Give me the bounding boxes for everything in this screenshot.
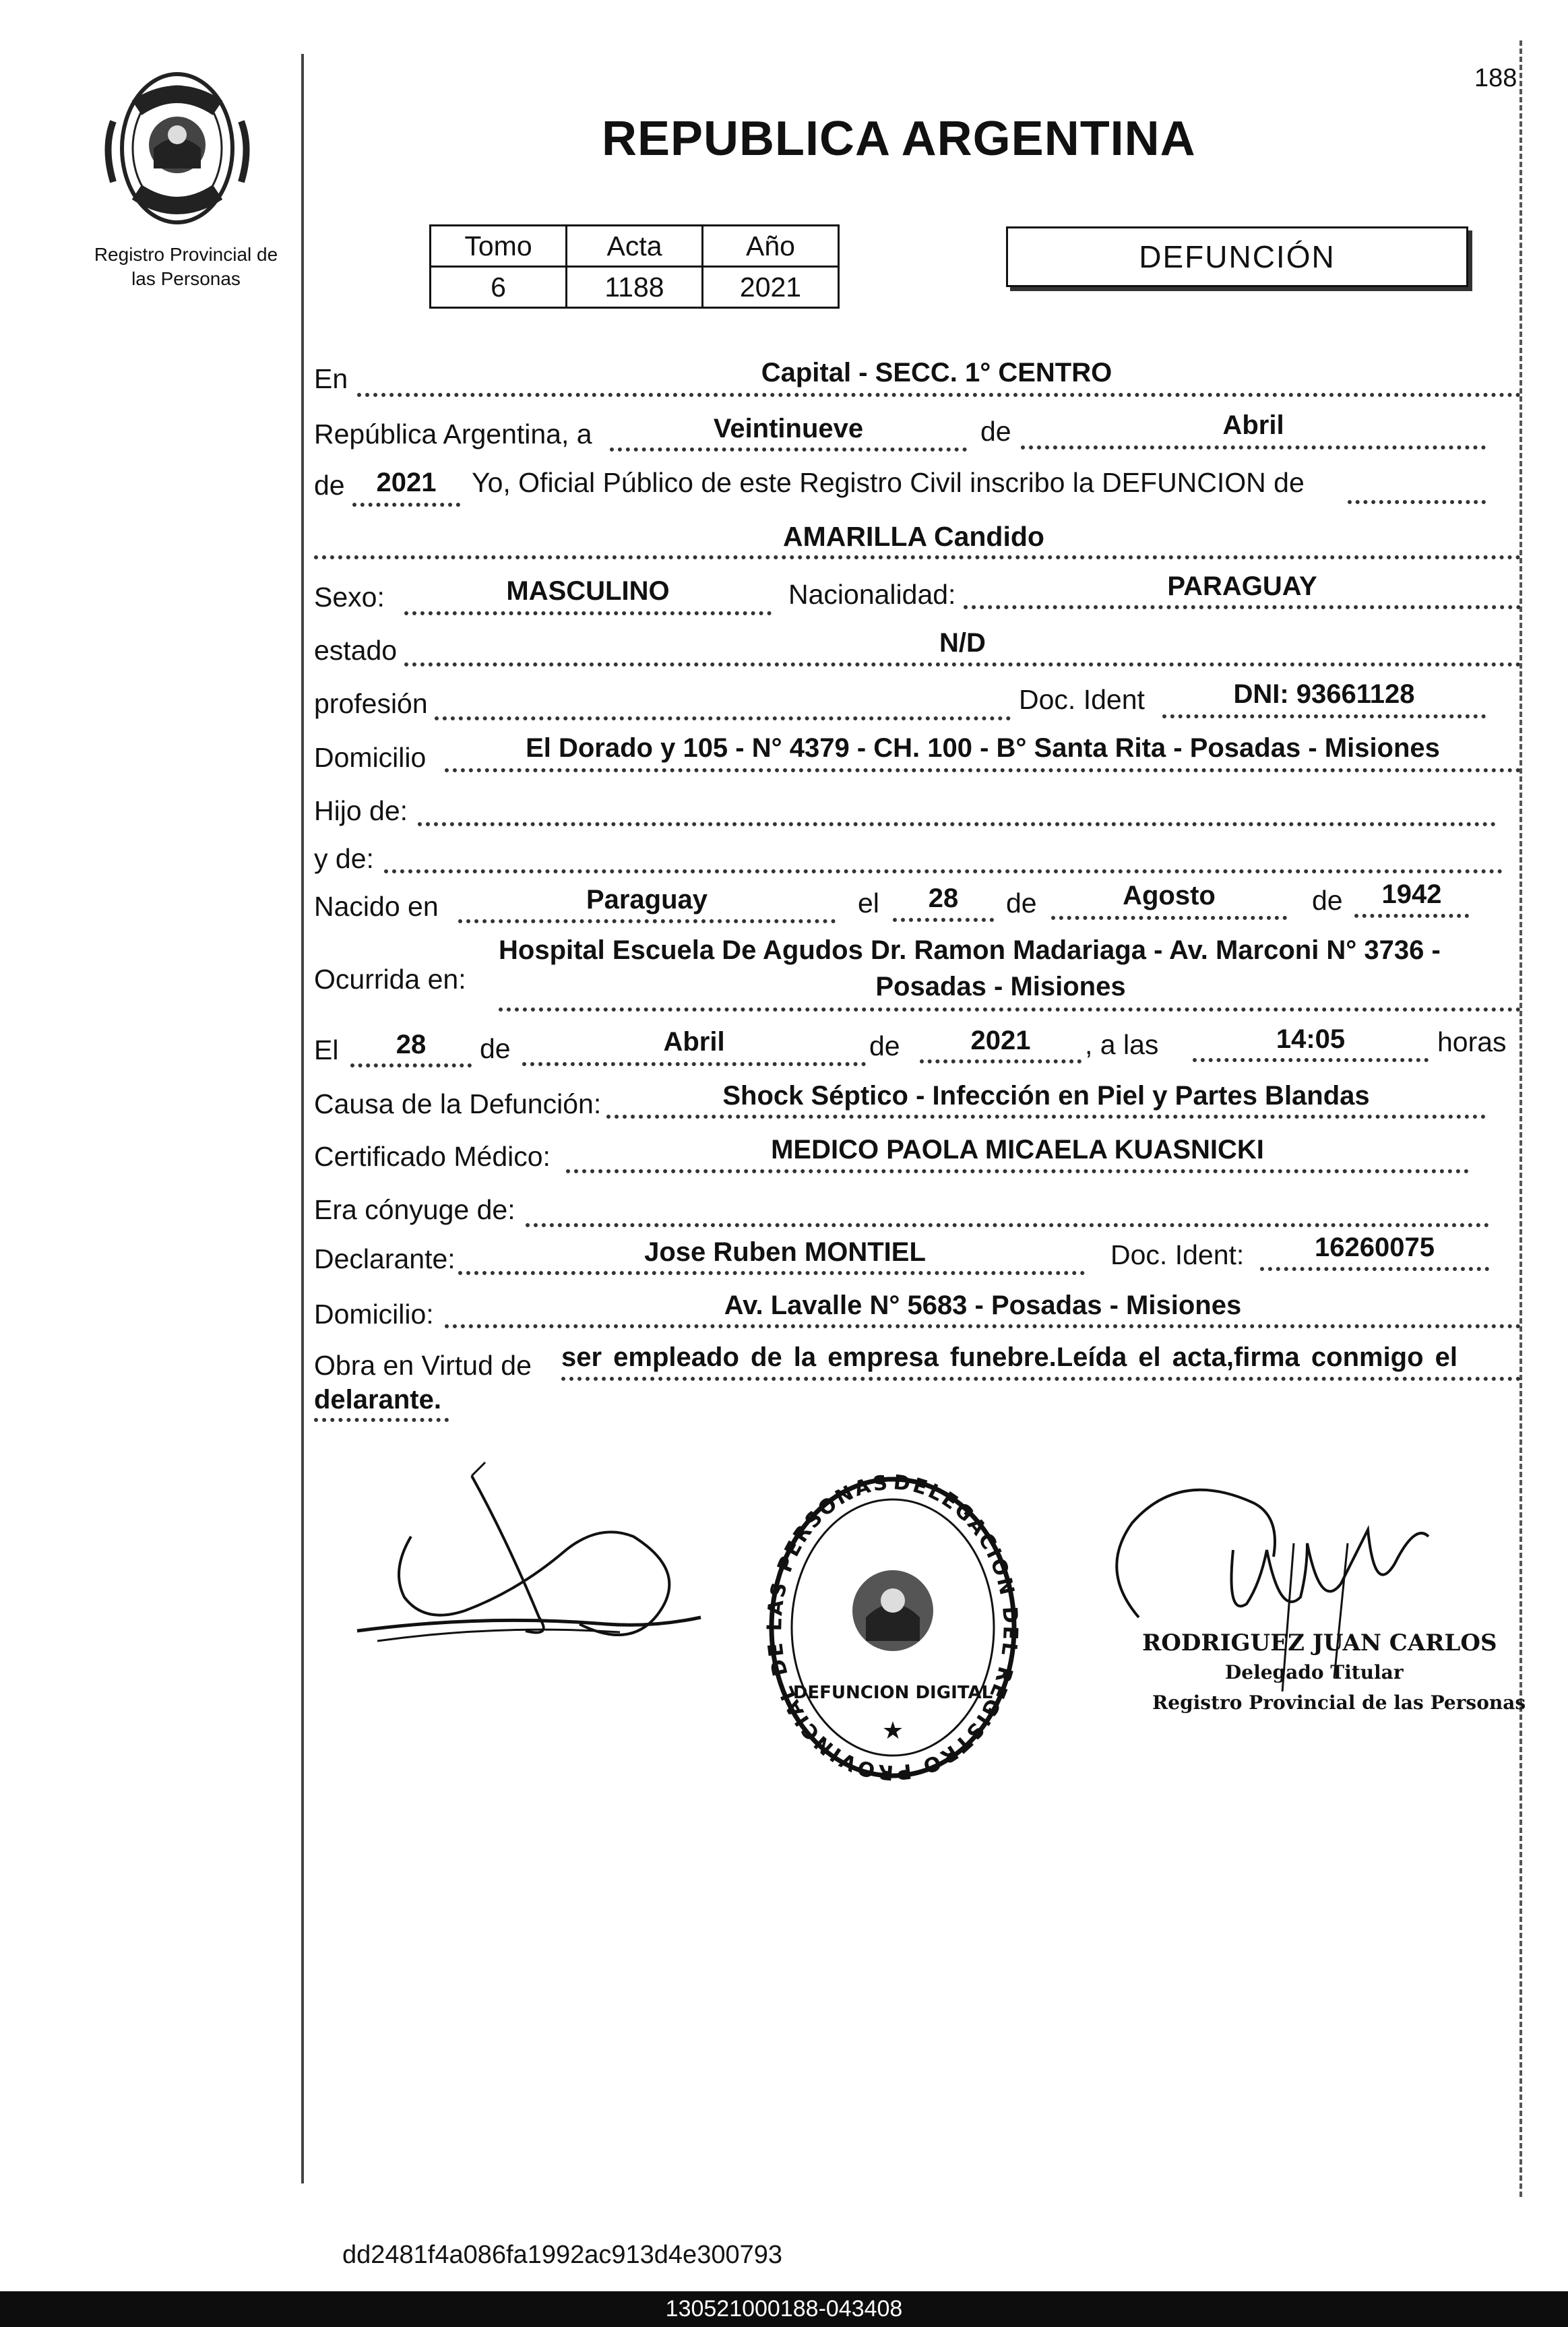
label-conyuge: Era cónyuge de: (314, 1194, 515, 1225)
page-title: REPUBLICA ARGENTINA (602, 112, 1196, 166)
label-estado: estado (314, 635, 398, 666)
label-y-de: y de: (314, 843, 374, 874)
label-doc-ident: Doc. Ident (1019, 684, 1145, 715)
label-domicilio: Domicilio (314, 742, 427, 773)
dotted-line-obra-1 (561, 1377, 1521, 1381)
label-nacido-en: Nacido en (314, 891, 439, 922)
document-hash: dd2481f4a086fa1992ac913d4e300793 (342, 2241, 782, 2269)
record-type-box: DEFUNCIÓN (1006, 226, 1468, 287)
value-nac-anio: 1942 (1381, 879, 1442, 909)
label-sexo: Sexo: (314, 582, 385, 613)
value-ocurrida-line1: Hospital Escuela De Agudos Dr. Ramon Madariaga - Av. Marconi N° 3736 - (499, 935, 1441, 965)
value-decl-domicilio: Av. Lavalle N° 5683 - Posadas - Misiones (724, 1291, 1242, 1320)
dotted-line-def-hora (1193, 1058, 1429, 1062)
label-certificado: Certificado Médico: (314, 1141, 551, 1172)
dotted-line-dia (610, 447, 967, 452)
register-header-tomo: Tomo (431, 226, 567, 267)
label-causa: Causa de la Defunción: (314, 1088, 602, 1119)
dotted-line-decl-domicilio (445, 1324, 1521, 1328)
value-nacido-en: Paraguay (586, 885, 708, 914)
value-estado: N/D (939, 628, 986, 658)
dotted-line-ocurrida (499, 1007, 1521, 1012)
dotted-line-nac-anio (1354, 914, 1469, 918)
value-domicilio: El Dorado y 105 - N° 4379 - CH. 100 - B° Santa Rita - Posadas - Misiones (526, 733, 1440, 763)
value-def-mes: Abril (663, 1027, 725, 1057)
label-declarante: Declarante: (314, 1243, 456, 1274)
value-certificado: MEDICO PAOLA MICAELA KUASNICKI (771, 1135, 1264, 1165)
dotted-line-y-de (384, 869, 1503, 873)
label-decl-doc: Doc. Ident: (1110, 1239, 1245, 1270)
label-de-4: de (1312, 885, 1343, 916)
label-ocurrida-en: Ocurrida en: (314, 964, 466, 995)
dotted-line-obra-2 (314, 1418, 449, 1422)
label-nacionalidad: Nacionalidad: (788, 579, 956, 610)
label-el: el (858, 888, 879, 919)
stamp-inner-text: DEFUNCION DIGITAL (792, 1683, 993, 1703)
official-signature-icon (1078, 1462, 1496, 1692)
label-a-las: , a las (1085, 1029, 1159, 1060)
label-de-1: de (980, 416, 1011, 447)
value-obra-line1: ser empleado de la empresa funebre.Leída el acta,firma conmigo el (561, 1342, 1458, 1372)
value-def-dia: 28 (396, 1030, 427, 1059)
official-office: Registro Provincial de las Personas (1152, 1692, 1526, 1714)
label-El: El (314, 1034, 339, 1065)
value-doc-ident: DNI: 93661128 (1233, 679, 1415, 709)
official-role: Delegado Titular (1225, 1661, 1404, 1683)
label-de-3: de (1006, 888, 1037, 919)
label-republica: República Argentina, a (314, 418, 592, 449)
dotted-line-yo-end (1348, 500, 1486, 504)
provincial-seal (100, 67, 255, 229)
label-de-5: de (480, 1033, 511, 1064)
label-profesion: profesión (314, 688, 428, 719)
official-stamp (751, 1462, 1034, 1786)
dotted-line-nacido-en (458, 919, 836, 923)
dotted-line-doc-ident (1162, 714, 1486, 718)
right-margin-line (1519, 40, 1522, 2197)
register-value-anio: 2021 (703, 267, 839, 308)
value-decl-doc: 16260075 (1315, 1233, 1435, 1262)
dotted-line-declarante (458, 1271, 1085, 1275)
value-dia-letras: Veintinueve (713, 414, 864, 443)
dotted-line-nombre (314, 555, 1521, 559)
dotted-line-def-dia (350, 1063, 472, 1067)
dotted-line-lugar (357, 393, 1521, 397)
dotted-line-anio (352, 503, 460, 507)
value-def-hora: 14:05 (1276, 1024, 1346, 1054)
seal-caption-line1: Registro Provincial de (94, 244, 278, 265)
register-table (429, 224, 840, 309)
value-ocurrida-line2: Posadas - Misiones (875, 972, 1126, 1001)
dotted-line-def-anio (920, 1059, 1081, 1063)
register-header-anio: Año (703, 226, 839, 267)
dotted-line-hijo-de (418, 822, 1496, 826)
value-causa: Shock Séptico - Infección en Piel y Partes Blandas (722, 1081, 1370, 1111)
dotted-line-certificado (566, 1169, 1469, 1173)
value-def-anio: 2021 (970, 1026, 1031, 1055)
register-table-header-row (431, 226, 839, 267)
stamp-ring-text: DELEGACION DEL REGISTRO PROVINCIAL DE LAS PERSONAS (763, 1470, 1022, 1785)
declarant-signature (350, 1456, 728, 1658)
dotted-line-conyuge (526, 1223, 1489, 1227)
label-yo-inscribo: Yo, Oficial Público de este Registro Civil inscribo la DEFUNCION de (472, 467, 1305, 498)
declarant-signature-icon (350, 1456, 728, 1658)
dotted-line-sexo (404, 611, 772, 615)
value-obra-line2: delarante. (314, 1385, 441, 1415)
footer-bar (0, 2291, 1568, 2327)
official-signature (1078, 1462, 1496, 1692)
value-nac-mes: Agosto (1123, 881, 1216, 910)
value-nac-dia: 28 (928, 883, 959, 913)
value-sexo: MASCULINO (506, 576, 670, 606)
seal-caption-line2: las Personas (131, 268, 241, 289)
label-domicilio2: Domicilio: (314, 1299, 434, 1330)
official-name: RODRIGUEZ JUAN CARLOS (1142, 1630, 1497, 1656)
document-code: 130521000188-043408 (665, 2296, 903, 2322)
dotted-line-nac-dia (893, 918, 994, 922)
value-anio: 2021 (376, 468, 437, 497)
page-number: 188 (1474, 64, 1517, 92)
value-declarante: Jose Ruben MONTIEL (644, 1237, 926, 1267)
label-obra: Obra en Virtud de (314, 1350, 532, 1381)
dotted-line-estado (404, 662, 1521, 666)
svg-text:★: ★ (881, 1717, 904, 1745)
label-hijo-de: Hijo de: (314, 795, 408, 826)
label-de-6: de (869, 1030, 900, 1061)
label-horas: horas (1437, 1026, 1507, 1057)
label-en: En (314, 363, 348, 394)
value-nacionalidad: PARAGUAY (1167, 571, 1317, 601)
value-nombre: AMARILLA Candido (783, 521, 1044, 552)
value-mes: Abril (1222, 410, 1284, 440)
dotted-line-mes (1021, 445, 1486, 449)
dotted-line-profesion (435, 716, 1011, 720)
register-value-acta: 1188 (567, 267, 703, 308)
dotted-line-nac-mes (1051, 916, 1287, 920)
dotted-line-decl-doc (1260, 1267, 1489, 1271)
register-header-acta: Acta (567, 226, 703, 267)
register-table-value-row (431, 267, 839, 308)
register-value-tomo: 6 (431, 267, 567, 308)
dotted-line-causa (606, 1115, 1486, 1119)
dotted-line-nacionalidad (964, 605, 1521, 609)
dotted-line-def-mes (522, 1062, 866, 1066)
official-stamp-icon (751, 1462, 1034, 1786)
label-de-2: de (314, 470, 345, 501)
provincial-seal-icon (100, 67, 255, 229)
value-lugar: Capital - SECC. 1° CENTRO (761, 358, 1112, 387)
dotted-line-domicilio (445, 768, 1521, 772)
left-margin-line (301, 54, 304, 2183)
